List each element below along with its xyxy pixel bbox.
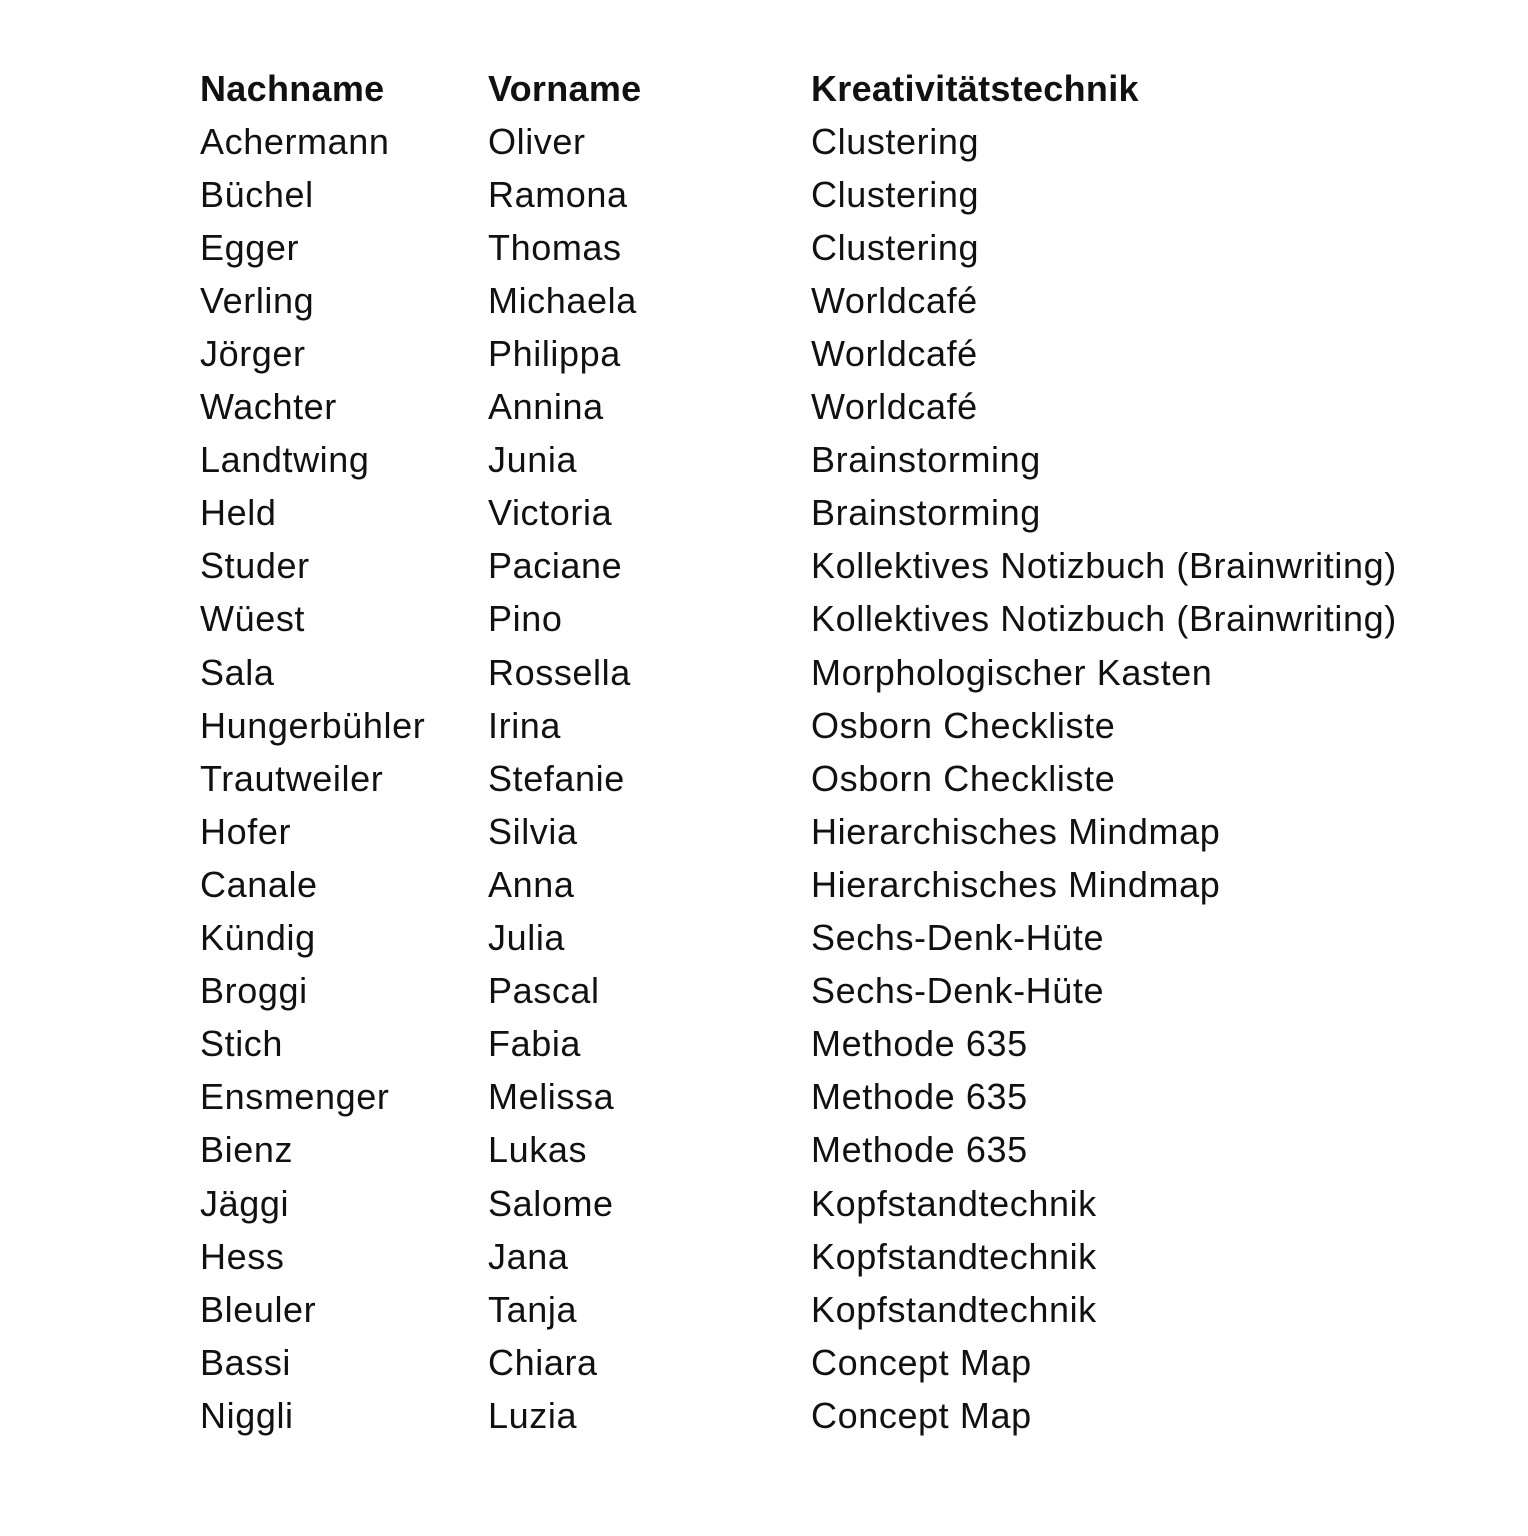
cell-vorname: Jana	[488, 1235, 569, 1277]
cell-kreativitaetstechnik: Kopfstandtechnik	[811, 1288, 1097, 1330]
cell-vorname: Irina	[488, 704, 562, 746]
cell-nachname: Jörger	[200, 333, 306, 375]
header-nachname: Nachname	[200, 67, 385, 109]
cell-kreativitaetstechnik: Morphologischer Kasten	[811, 651, 1213, 693]
table-row	[200, 805, 1500, 858]
cell-vorname: Thomas	[488, 226, 622, 268]
table-row	[200, 1071, 1500, 1124]
cell-nachname: Bassi	[200, 1341, 292, 1383]
cell-kreativitaetstechnik: Sechs-Denk-Hüte	[811, 970, 1105, 1012]
cell-kreativitaetstechnik: Worldcafé	[811, 386, 978, 428]
cell-nachname: Büchel	[200, 173, 314, 215]
cell-vorname: Anna	[488, 863, 575, 905]
cell-vorname: Lukas	[488, 1129, 588, 1171]
cell-nachname: Bleuler	[200, 1288, 317, 1330]
cell-kreativitaetstechnik: Brainstorming	[811, 439, 1041, 481]
table-header	[200, 62, 1500, 115]
participants-table	[200, 62, 1500, 1442]
header-vorname: Vorname	[488, 67, 642, 109]
cell-kreativitaetstechnik: Osborn Checkliste	[811, 757, 1116, 799]
table-row	[200, 327, 1500, 380]
cell-vorname: Melissa	[488, 1076, 615, 1118]
cell-nachname: Canale	[200, 863, 318, 905]
cell-kreativitaetstechnik: Clustering	[811, 120, 980, 162]
cell-vorname: Tanja	[488, 1288, 578, 1330]
cell-nachname: Achermann	[200, 120, 390, 162]
table-row	[200, 381, 1500, 434]
cell-kreativitaetstechnik: Concept Map	[811, 1341, 1032, 1383]
cell-vorname: Victoria	[488, 492, 613, 534]
cell-vorname: Philippa	[488, 333, 621, 375]
cell-vorname: Chiara	[488, 1341, 598, 1383]
table-row	[200, 912, 1500, 965]
cell-vorname: Junia	[488, 439, 578, 481]
cell-vorname: Stefanie	[488, 757, 625, 799]
cell-nachname: Stich	[200, 1023, 284, 1065]
cell-kreativitaetstechnik: Worldcafé	[811, 279, 978, 321]
cell-vorname: Paciane	[488, 545, 623, 587]
cell-kreativitaetstechnik: Methode 635	[811, 1023, 1028, 1065]
table-row	[200, 1230, 1500, 1283]
table-row	[200, 274, 1500, 327]
cell-vorname: Pascal	[488, 970, 600, 1012]
cell-vorname: Ramona	[488, 173, 628, 215]
cell-vorname: Fabia	[488, 1023, 582, 1065]
cell-vorname: Michaela	[488, 279, 637, 321]
table-row	[200, 115, 1500, 168]
cell-kreativitaetstechnik: Methode 635	[811, 1076, 1028, 1118]
cell-nachname: Sala	[200, 651, 275, 693]
header-row	[200, 62, 1500, 115]
cell-vorname: Luzia	[488, 1394, 578, 1436]
table-row	[200, 1177, 1500, 1230]
table-row	[200, 221, 1500, 274]
table-row	[200, 1336, 1500, 1389]
cell-vorname: Salome	[488, 1182, 614, 1224]
table-row	[200, 1389, 1500, 1442]
table-row	[200, 699, 1500, 752]
table-row	[200, 858, 1500, 911]
cell-kreativitaetstechnik: Hierarchisches Mindmap	[811, 863, 1221, 905]
cell-nachname: Trautweiler	[200, 757, 384, 799]
cell-kreativitaetstechnik: Kollektives Notizbuch (Brainwriting)	[811, 598, 1397, 640]
table-row	[200, 965, 1500, 1018]
cell-kreativitaetstechnik: Kopfstandtechnik	[811, 1182, 1097, 1224]
cell-kreativitaetstechnik: Osborn Checkliste	[811, 704, 1116, 746]
cell-kreativitaetstechnik: Sechs-Denk-Hüte	[811, 917, 1105, 959]
table-row	[200, 434, 1500, 487]
table-row	[200, 1283, 1500, 1336]
cell-nachname: Ensmenger	[200, 1076, 390, 1118]
header-kreativitaetstechnik: Kreativitätstechnik	[811, 67, 1139, 109]
cell-nachname: Verling	[200, 279, 315, 321]
cell-vorname: Julia	[488, 917, 566, 959]
cell-kreativitaetstechnik: Concept Map	[811, 1394, 1032, 1436]
table-body	[200, 115, 1500, 1442]
cell-nachname: Held	[200, 492, 277, 534]
cell-vorname: Annina	[488, 386, 604, 428]
cell-kreativitaetstechnik: Clustering	[811, 173, 980, 215]
table-row	[200, 593, 1500, 646]
cell-kreativitaetstechnik: Clustering	[811, 226, 980, 268]
cell-vorname: Pino	[488, 598, 563, 640]
cell-kreativitaetstechnik: Brainstorming	[811, 492, 1041, 534]
cell-kreativitaetstechnik: Hierarchisches Mindmap	[811, 810, 1221, 852]
table-row	[200, 487, 1500, 540]
cell-nachname: Wüest	[200, 598, 306, 640]
cell-kreativitaetstechnik: Kollektives Notizbuch (Brainwriting)	[811, 545, 1397, 587]
cell-nachname: Hungerbühler	[200, 704, 426, 746]
cell-nachname: Kündig	[200, 917, 316, 959]
cell-nachname: Jäggi	[200, 1182, 290, 1224]
cell-nachname: Wachter	[200, 386, 337, 428]
cell-kreativitaetstechnik: Methode 635	[811, 1129, 1028, 1171]
table-row	[200, 168, 1500, 221]
cell-nachname: Hess	[200, 1235, 285, 1277]
cell-kreativitaetstechnik: Kopfstandtechnik	[811, 1235, 1097, 1277]
cell-nachname: Niggli	[200, 1394, 294, 1436]
cell-nachname: Studer	[200, 545, 310, 587]
table-row	[200, 646, 1500, 699]
cell-nachname: Broggi	[200, 970, 308, 1012]
cell-nachname: Landtwing	[200, 439, 370, 481]
cell-vorname: Rossella	[488, 651, 631, 693]
table-row	[200, 1124, 1500, 1177]
cell-vorname: Oliver	[488, 120, 586, 162]
table-row	[200, 752, 1500, 805]
cell-nachname: Bienz	[200, 1129, 294, 1171]
cell-vorname: Silvia	[488, 810, 578, 852]
cell-nachname: Hofer	[200, 810, 292, 852]
cell-nachname: Egger	[200, 226, 300, 268]
cell-kreativitaetstechnik: Worldcafé	[811, 333, 978, 375]
table-row	[200, 540, 1500, 593]
table-row	[200, 1018, 1500, 1071]
